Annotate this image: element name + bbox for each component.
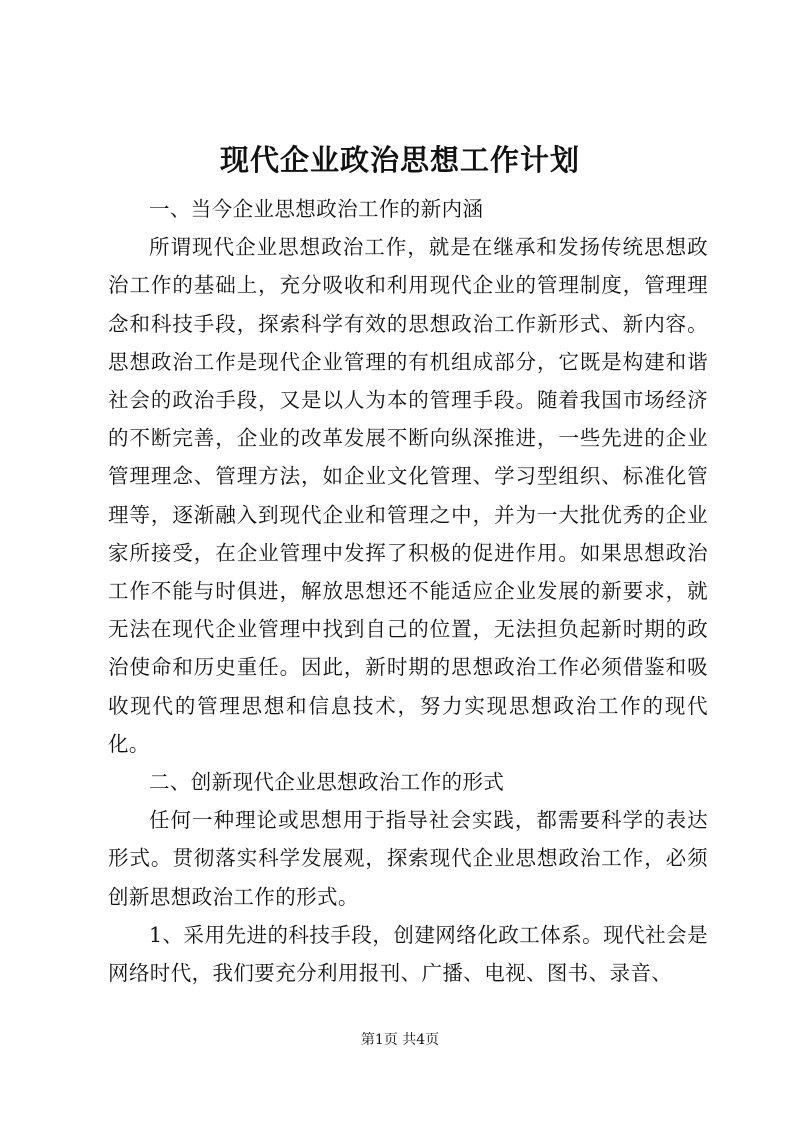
document-body <box>108 190 708 992</box>
paragraph-2: 任何一种理论或思想用于指导社会实践，都需要科学的表达形式。贯彻落实科学发展观，探索现代企业思想政治工作，必须创新思想政治工作的形式。 <box>108 808 708 909</box>
document-title: 现代企业政治思想工作计划 <box>219 143 580 177</box>
section-heading-1: 一、当今企业思想政治工作的新内涵 <box>149 197 484 221</box>
page-footer: 第1页 共4页 <box>360 1032 440 1048</box>
paragraph-3: 1、采用先进的科技手段，创建网络化政工体系。现代社会是网络时代，我们要充分利用报刊、广播、电视、图书、录音、 <box>108 922 708 986</box>
paragraph-1: 所谓现代企业思想政治工作，就是在继承和发扬传统思想政治工作的基础上，充分吸收和利用现代企业的管理制度，管理理念和科技手段，探索科学有效的思想政治工作新形式、新内容。思想政治工作是现代企业管理的有机组成部分，它既是构建和谐社会的政治手段，又是以人为本的管理手段。随着我国市场经济的不断完善，企业的改革发展不断向纵深推进，一些先进的企业管理理念、管理方法，如企业文化管理、学习型组织、标准化管理等，逐渐融入到现代企业和管理之中，并为一大批优秀的企业家所接受，在企业管理中发挥了积极的促进作用。如果思想政治工作不能与时俱进，解放思想还不能适应企业发展的新要求，就无法在现代企业管理中找到自己的位置，无法担负起新时期的政治使命和历史重任。因此，新时期的思想政治工作必须借鉴和吸收现代的管理思想和信息技术，努力实现思想政治工作的现代化。 <box>108 235 708 756</box>
section-heading-2: 二、创新现代企业思想政治工作的形式 <box>149 770 505 795</box>
